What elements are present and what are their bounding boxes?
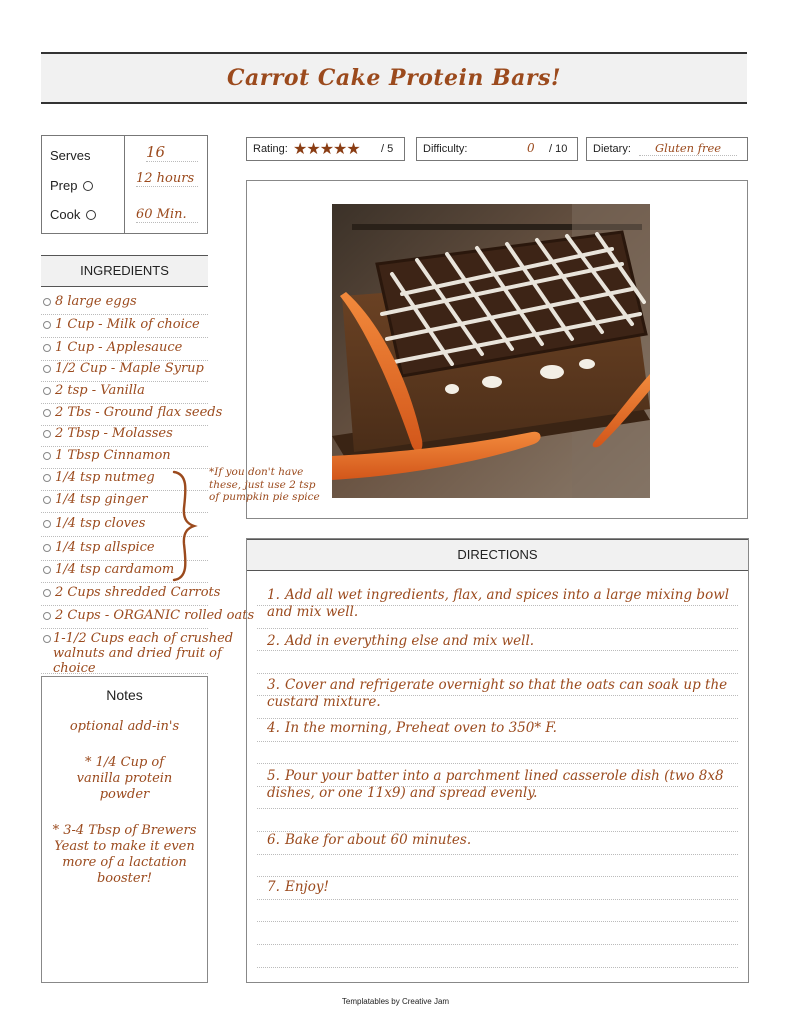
ruled-line bbox=[257, 718, 738, 719]
direction-step bbox=[267, 832, 734, 849]
ingredient-text: 1/4 tsp ginger bbox=[55, 492, 148, 507]
step-text: Enjoy! bbox=[285, 879, 329, 895]
ingredient-text: 1/2 Cup - Maple Syrup bbox=[55, 361, 204, 376]
ingredient-item bbox=[41, 292, 208, 315]
notes-line: * 1/4 Cup of vanilla protein powder bbox=[76, 755, 173, 802]
rating-box bbox=[246, 137, 405, 161]
serves-label: Serves bbox=[50, 148, 91, 163]
ruled-line bbox=[257, 763, 738, 764]
checkbox-circle-icon[interactable] bbox=[43, 344, 51, 352]
ingredient-text: 2 Tbs - Ground flax seeds bbox=[55, 405, 223, 420]
step-text: Cover and refrigerate overnight so that the oats can soak up the custard mixture. bbox=[267, 677, 728, 710]
ingredient-item bbox=[41, 359, 208, 382]
checkbox-circle-icon[interactable] bbox=[43, 409, 51, 417]
ruled-line bbox=[257, 673, 738, 674]
clock-icon bbox=[83, 181, 93, 191]
ingredient-text: 2 Tbsp - Molasses bbox=[55, 426, 173, 441]
ingredient-text: 1/4 tsp allspice bbox=[55, 540, 155, 555]
step-number: 7. bbox=[267, 879, 280, 895]
direction-step bbox=[267, 879, 734, 896]
checkbox-circle-icon[interactable] bbox=[43, 298, 51, 306]
ingredient-text: 1/4 tsp cloves bbox=[55, 516, 146, 531]
step-number: 5. bbox=[267, 768, 280, 784]
step-text: Add in everything else and mix well. bbox=[285, 633, 535, 649]
checkbox-circle-icon[interactable] bbox=[43, 474, 51, 482]
ingredient-text: 1 Cup - Applesauce bbox=[55, 340, 183, 355]
checkbox-circle-icon[interactable] bbox=[43, 321, 51, 329]
difficulty-value[interactable]: 0 bbox=[527, 141, 535, 155]
cook-label bbox=[50, 207, 96, 222]
notes-line: * 3-4 Tbsp of Brewers Yeast to make it even more of a lactation booster! bbox=[52, 823, 197, 886]
title-bar bbox=[41, 52, 747, 104]
star-rating-icon[interactable]: ★★★★★ bbox=[293, 141, 360, 158]
checkbox-circle-icon[interactable] bbox=[43, 566, 51, 574]
checkbox-circle-icon[interactable] bbox=[43, 365, 51, 373]
checkbox-circle-icon[interactable] bbox=[43, 387, 51, 395]
clock-icon bbox=[86, 210, 96, 220]
notes-line: optional add-in's bbox=[69, 719, 180, 734]
cook-value[interactable]: 60 Min. bbox=[136, 207, 198, 223]
notes-box bbox=[41, 676, 208, 983]
ingredient-item bbox=[41, 629, 234, 676]
recipe-title: Carrot Cake Protein Bars! bbox=[226, 65, 562, 91]
meta-divider bbox=[124, 136, 125, 233]
step-text: In the morning, Preheat oven to 350* F. bbox=[285, 720, 557, 736]
direction-step bbox=[267, 768, 734, 802]
step-text: Add all wet ingredients, flax, and spices into a large mixing bowl and mix well. bbox=[267, 587, 730, 620]
difficulty-out-of: / 10 bbox=[549, 143, 568, 155]
direction-step bbox=[267, 587, 734, 621]
ingredient-text: 2 Cups shredded Carrots bbox=[55, 585, 221, 600]
step-number: 2. bbox=[267, 633, 280, 649]
recipe-photo bbox=[332, 204, 650, 498]
ruled-line bbox=[257, 808, 738, 809]
ingredient-text: 8 large eggs bbox=[55, 294, 137, 309]
checkbox-circle-icon[interactable] bbox=[43, 612, 51, 620]
ingredient-item bbox=[41, 338, 208, 361]
difficulty-label: Difficulty: bbox=[423, 143, 468, 155]
cook-label-text: Cook bbox=[50, 207, 81, 222]
ruled-line bbox=[257, 876, 738, 877]
step-text: Pour your batter into a parchment lined casserole dish (two 8x8 dishes, or one 11x9) and spread evenly. bbox=[267, 768, 724, 801]
ruled-line bbox=[257, 899, 738, 900]
ingredient-item bbox=[41, 446, 208, 469]
ingredient-item bbox=[41, 315, 208, 338]
prep-value[interactable]: 12 hours bbox=[136, 171, 198, 187]
serves-value[interactable]: 16 bbox=[146, 143, 198, 162]
direction-step bbox=[267, 720, 734, 737]
checkbox-circle-icon[interactable] bbox=[43, 496, 51, 504]
ingredient-text: 1-1/2 Cups each of crushed walnuts and dried fruit of choice bbox=[53, 631, 234, 676]
footer-credit: Templatables by Creative Jam bbox=[341, 997, 450, 1006]
directions-header: DIRECTIONS bbox=[247, 539, 748, 571]
ingredient-item bbox=[41, 424, 208, 447]
dietary-label: Dietary: bbox=[593, 143, 631, 155]
ingredient-text: 1/4 tsp cardamom bbox=[55, 562, 175, 577]
direction-step bbox=[267, 633, 734, 650]
ingredient-item bbox=[41, 583, 221, 606]
spice-footnote: *If you don't have these, just use 2 tsp of pumpkin pie spice bbox=[209, 466, 320, 503]
ruled-line bbox=[257, 650, 738, 651]
checkbox-circle-icon[interactable] bbox=[43, 430, 51, 438]
step-number: 4. bbox=[267, 720, 280, 736]
notes-title: Notes bbox=[106, 687, 143, 703]
prep-label bbox=[50, 178, 93, 193]
checkbox-circle-icon[interactable] bbox=[43, 544, 51, 552]
dietary-value[interactable]: Gluten free bbox=[639, 141, 737, 156]
checkbox-circle-icon[interactable] bbox=[43, 520, 51, 528]
step-number: 6. bbox=[267, 832, 280, 848]
ruled-line bbox=[257, 741, 738, 742]
recipe-meta-box bbox=[41, 135, 208, 234]
difficulty-box bbox=[416, 137, 578, 161]
ingredient-item bbox=[41, 403, 223, 426]
ingredients-header: INGREDIENTS bbox=[41, 255, 208, 287]
ingredient-text: 2 Cups - ORGANIC rolled oats bbox=[55, 608, 255, 623]
dietary-box bbox=[586, 137, 748, 161]
ruled-line bbox=[257, 628, 738, 629]
checkbox-circle-icon[interactable] bbox=[43, 452, 51, 460]
checkbox-circle-icon[interactable] bbox=[43, 589, 51, 597]
ingredient-text: 1/4 tsp nutmeg bbox=[55, 470, 155, 485]
step-text: Bake for about 60 minutes. bbox=[285, 832, 472, 848]
ingredient-text: 1 Tbsp Cinnamon bbox=[55, 448, 171, 463]
checkbox-circle-icon[interactable] bbox=[43, 635, 51, 643]
step-number: 3. bbox=[267, 677, 280, 693]
rating-label: Rating: bbox=[253, 143, 288, 155]
carrot-cake-bars-image bbox=[332, 204, 650, 498]
ruled-line bbox=[257, 944, 738, 945]
ingredient-item bbox=[41, 606, 255, 629]
direction-step bbox=[267, 677, 734, 711]
directions-box bbox=[246, 538, 749, 983]
rating-out-of: / 5 bbox=[381, 143, 394, 155]
ingredient-item bbox=[41, 381, 208, 404]
prep-label-text: Prep bbox=[50, 178, 78, 193]
ruled-line bbox=[257, 921, 738, 922]
ruled-line bbox=[257, 967, 738, 968]
brace-icon bbox=[170, 470, 206, 582]
ingredient-text: 2 tsp - Vanilla bbox=[55, 383, 145, 398]
step-number: 1. bbox=[267, 587, 280, 603]
ingredient-text: 1 Cup - Milk of choice bbox=[55, 317, 200, 332]
ruled-line bbox=[257, 854, 738, 855]
